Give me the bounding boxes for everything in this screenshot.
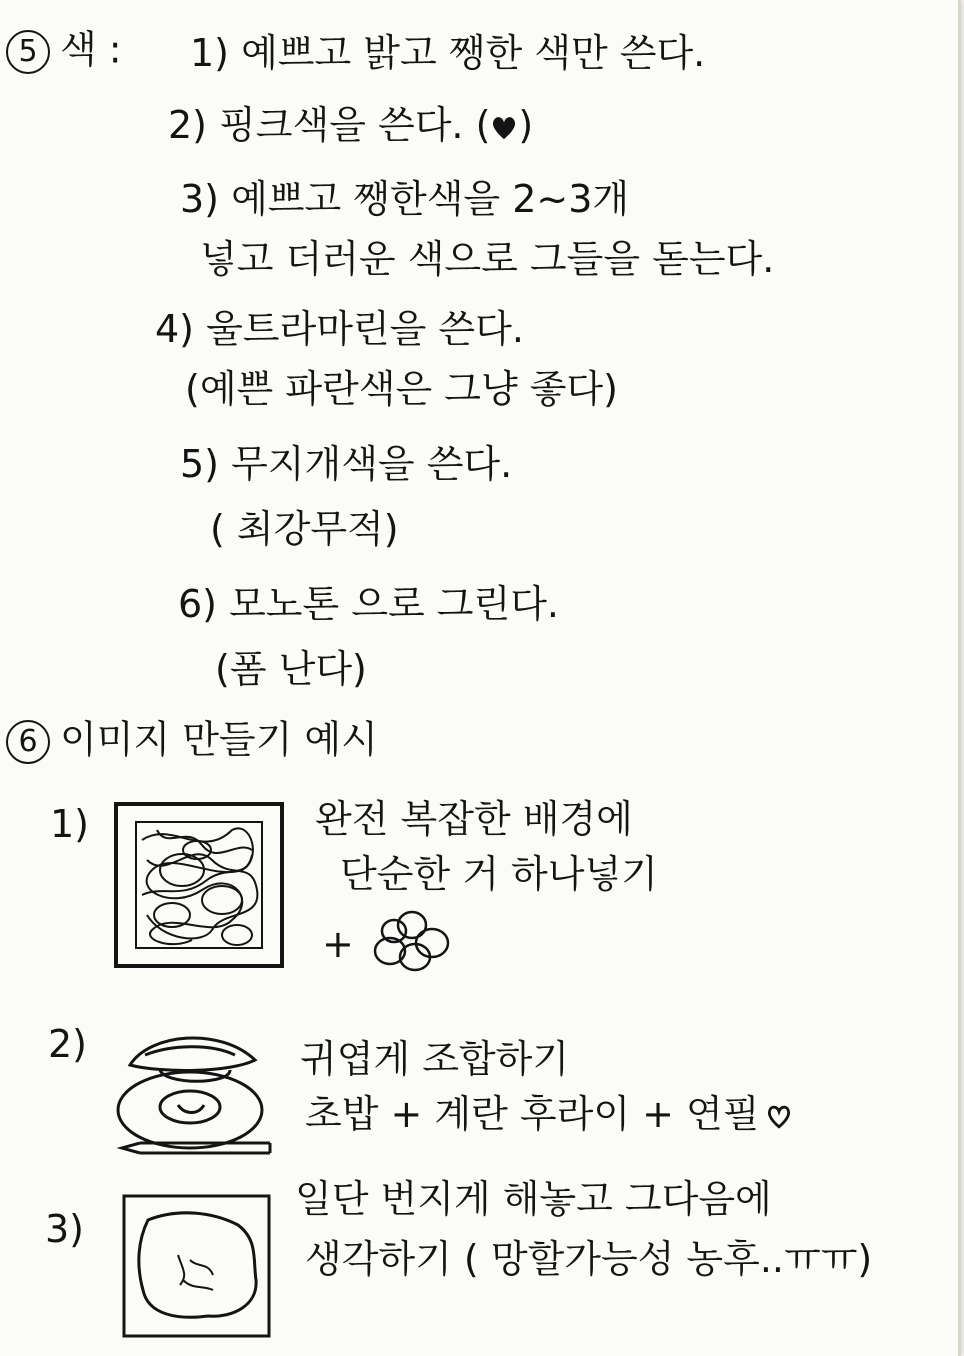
example1-line-1: 완전 복잡한 배경에 bbox=[315, 797, 633, 841]
flower-icon bbox=[370, 905, 455, 975]
blot-sketch bbox=[118, 1190, 273, 1340]
example2-line-2-text: 초밥 + 계란 후라이 + 연필 bbox=[305, 1092, 760, 1136]
section5-item-5: 5) 무지개색을 쓴다. bbox=[180, 442, 513, 486]
section5-item-5-note: ( 최강무적) bbox=[210, 507, 399, 551]
heart-icon bbox=[490, 114, 518, 142]
section5-item-2-text: 2) 핑크색을 쓴다. ( bbox=[168, 103, 491, 147]
section5-item-6-note: (폼 난다) bbox=[215, 647, 367, 691]
section5-item-2-close: ) bbox=[518, 103, 534, 147]
example1-line-2: 단순한 거 하나넣기 bbox=[340, 852, 658, 896]
example2-line-1: 귀엽게 조합하기 bbox=[300, 1037, 570, 1081]
section5-item-3-cont: 넣고 더러운 색으로 그들을 돋는다. bbox=[200, 237, 775, 281]
section6-number: 6 bbox=[6, 720, 50, 764]
section5-title: 색 : bbox=[60, 27, 122, 72]
section5-number: 5 bbox=[6, 30, 50, 74]
section6-title: 이미지 만들기 예시 bbox=[60, 717, 378, 762]
example3-line-2: 생각하기 ( 망할가능성 농후..ㅠㅠ) bbox=[305, 1237, 873, 1281]
section5-item-2 bbox=[168, 103, 534, 147]
example2-line-2 bbox=[305, 1092, 793, 1136]
scribble-box-sketch bbox=[112, 800, 287, 970]
section5-item-4-note: (예쁜 파란색은 그냥 좋다) bbox=[185, 367, 618, 411]
example3-line-1: 일단 번지게 해놓고 그다음에 bbox=[295, 1177, 772, 1221]
heart-outline-icon bbox=[765, 1103, 793, 1131]
example2-number: 2) bbox=[48, 1022, 88, 1066]
example3-number: 3) bbox=[45, 1207, 85, 1251]
section5-item-1: 1) 예쁘고 밝고 쨍한 색만 쓴다. bbox=[190, 31, 706, 75]
section5-heading bbox=[6, 27, 122, 74]
section5-item-3: 3) 예쁘고 쨍한색을 2~3개 bbox=[180, 177, 630, 221]
example1-plus: + bbox=[322, 922, 354, 966]
sushi-egg-pencil-sketch bbox=[110, 1025, 285, 1165]
section6-heading bbox=[6, 717, 378, 764]
section5-item-4: 4) 울트라마린을 쓴다. bbox=[155, 307, 524, 351]
example1-number: 1) bbox=[50, 802, 90, 846]
section5-item-6: 6) 모노톤 으로 그린다. bbox=[178, 582, 559, 626]
